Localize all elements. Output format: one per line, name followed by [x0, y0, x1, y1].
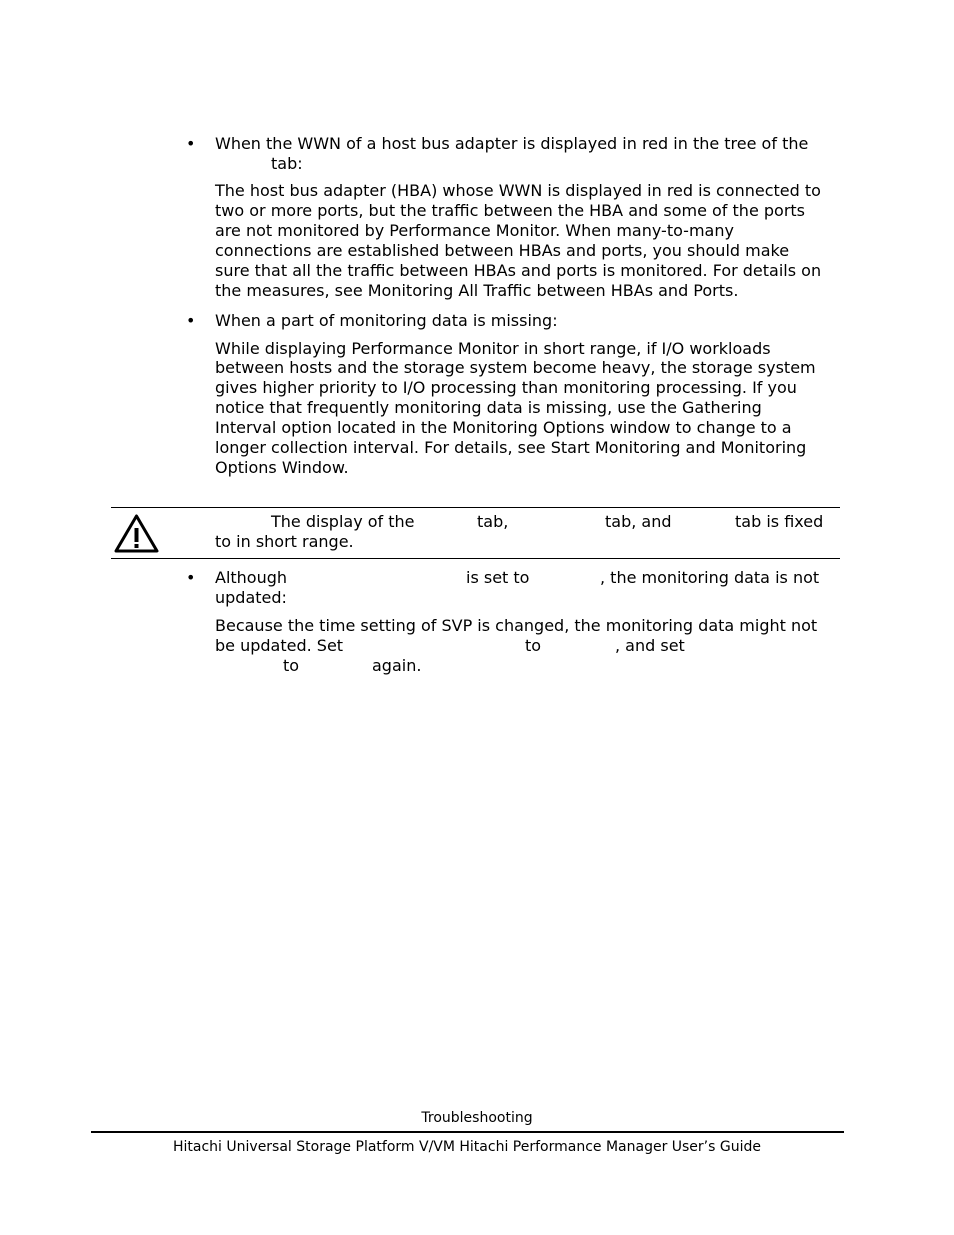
footer-section-name: Troubleshooting — [421, 1110, 533, 1126]
item3-body-line: be updated. Set — [215, 636, 344, 655]
caution-text: tab is fixed — [735, 512, 824, 531]
item3-heading: , the monitoring data is not — [600, 568, 820, 587]
item1-body-line: connections are established between HBAs and ports, you should make — [215, 241, 790, 260]
bullet-marker: • — [186, 134, 196, 153]
item2-body-line: While displaying Performance Monitor in short range, if I/O workloads — [215, 339, 771, 358]
item1-body-line: are not monitored by Performance Monitor. When many-to-many — [215, 221, 734, 240]
item3-body-line: Because the time setting of SVP is changed, the monitoring data might not — [215, 616, 818, 635]
item3-heading-cont: updated: — [215, 588, 287, 607]
caution-text: tab, — [477, 512, 509, 531]
item3-heading: is set to — [466, 568, 530, 587]
item3-body-line: again. — [372, 656, 422, 675]
footer-document-title: Hitachi Universal Storage Platform V/VM Hitachi Performance Manager User’s Guide — [173, 1139, 761, 1155]
item1-heading-cont: tab: — [271, 154, 303, 173]
item2-heading: When a part of monitoring data is missing: — [215, 311, 558, 330]
item3-body-line: to — [525, 636, 542, 655]
item1-heading: When the WWN of a host bus adapter is displayed in red in the tree of the — [215, 134, 809, 153]
footer-rule — [91, 1131, 844, 1133]
item3-body-line: , and set — [615, 636, 685, 655]
item2-body-line: Interval option located in the Monitoring Options window to change to a — [215, 418, 792, 437]
item1-body-line: two or more ports, but the traffic between the HBA and some of the ports — [215, 201, 805, 220]
bullet-marker: • — [186, 568, 196, 587]
item2-body-line: between hosts and the storage system become heavy, the storage system — [215, 358, 816, 377]
item2-body-line: notice that frequently monitoring data is missing, use the Gathering — [215, 398, 762, 417]
item3-heading: Although — [215, 568, 288, 587]
item1-body-line: the measures, see Monitoring All Traffic between HBAs and Ports. — [215, 281, 739, 300]
caution-text: tab, and — [605, 512, 672, 531]
caution-text: to in short range. — [215, 532, 354, 551]
item1-body-line: sure that all the traffic between HBAs and ports is monitored. For details on — [215, 261, 822, 280]
item2-body-line: gives higher priority to I/O processing than monitoring processing. If you — [215, 378, 797, 397]
item3-body-line: to — [283, 656, 300, 675]
caution-top-rule — [111, 507, 840, 508]
item1-body-line: The host bus adapter (HBA) whose WWN is displayed in red is connected to — [215, 181, 821, 200]
caution-text: The display of the — [271, 512, 415, 531]
caution-icon — [113, 513, 160, 554]
item2-body-line: longer collection interval. For details, see Start Monitoring and Monitoring — [215, 438, 807, 457]
item2-body-line: Options Window. — [215, 458, 349, 477]
bullet-marker: • — [186, 311, 196, 330]
caution-bottom-rule — [111, 558, 840, 559]
